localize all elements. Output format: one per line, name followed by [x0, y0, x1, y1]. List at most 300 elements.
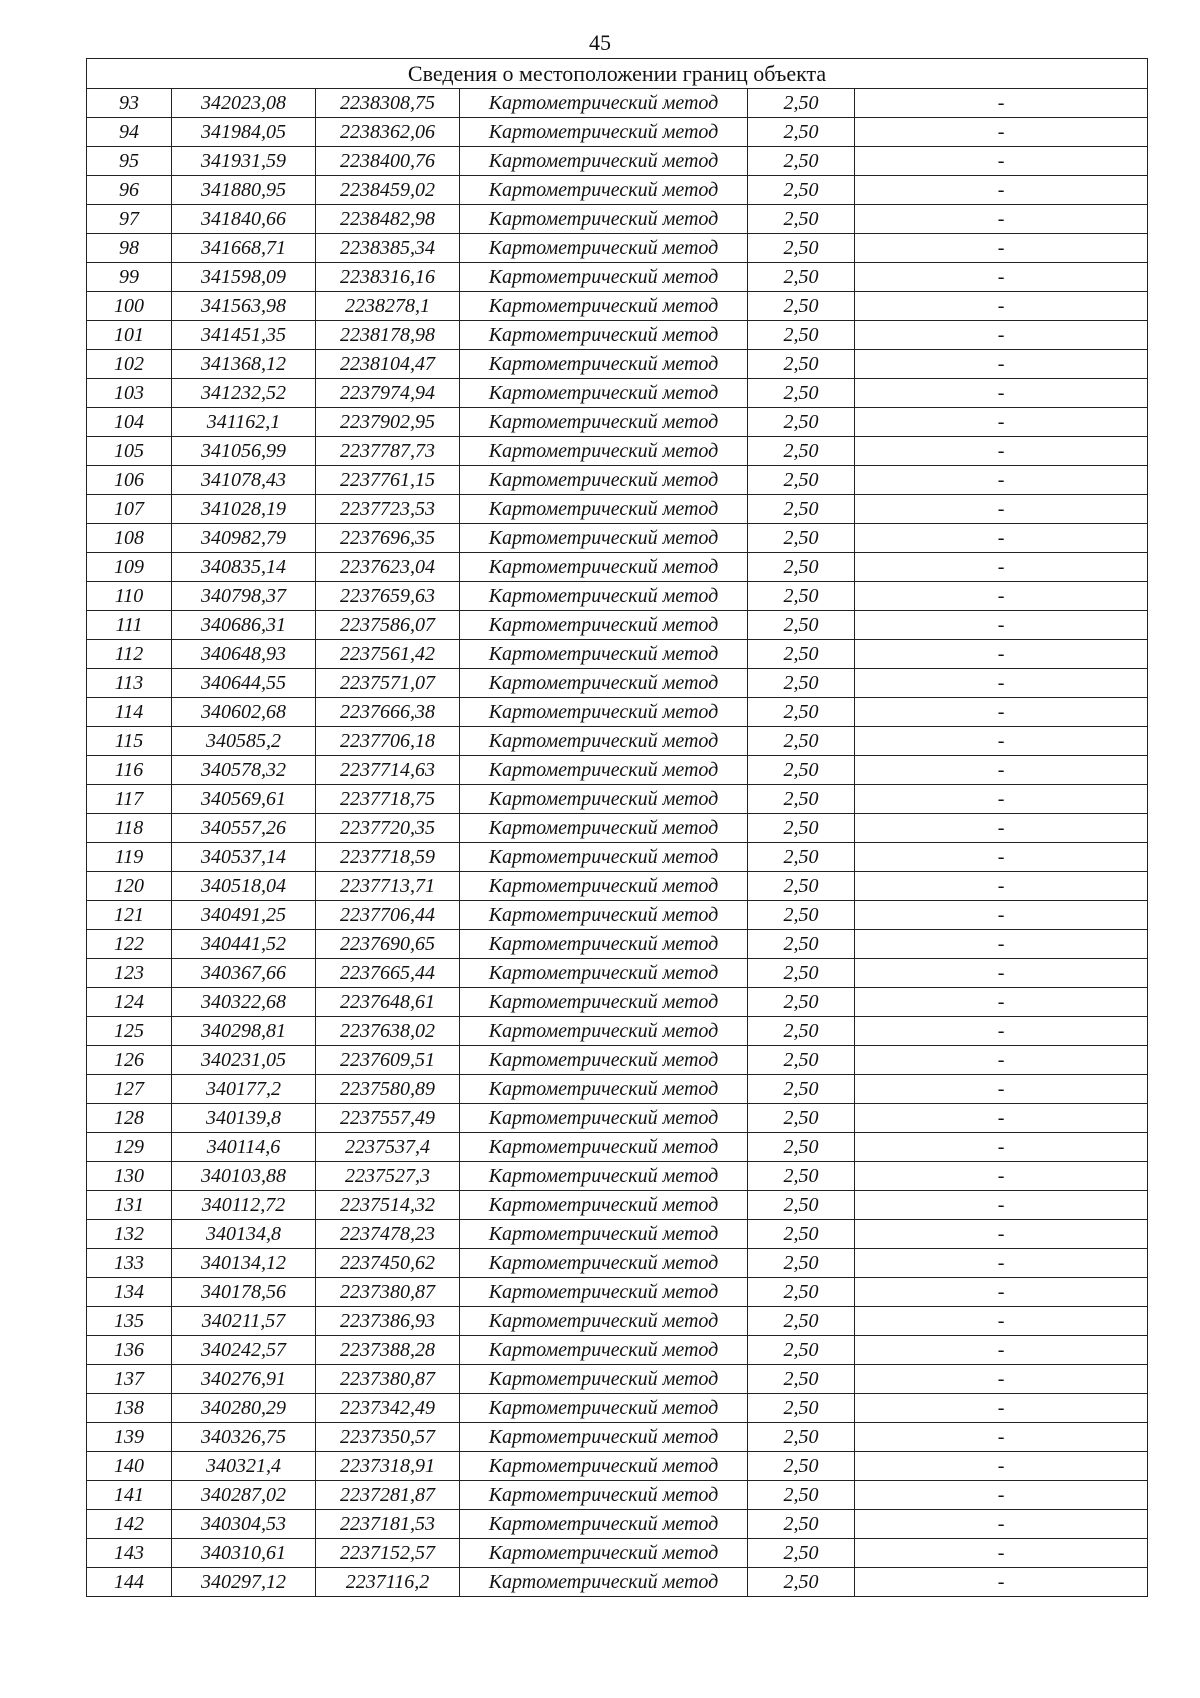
cell-accuracy: 2,50	[748, 756, 855, 785]
cell-accuracy: 2,50	[748, 1191, 855, 1220]
cell-description: -	[855, 1539, 1148, 1568]
cell-coord-x: 340518,04	[172, 872, 316, 901]
cell-coord-y: 2237380,87	[316, 1365, 460, 1394]
table-row	[87, 205, 1148, 234]
cell-point-number: 126	[87, 1046, 172, 1075]
cell-method: Картометрический метод	[460, 669, 748, 698]
cell-description: -	[855, 118, 1148, 147]
cell-point-number: 135	[87, 1307, 172, 1336]
cell-method: Картометрический метод	[460, 553, 748, 582]
cell-coord-x: 340326,75	[172, 1423, 316, 1452]
cell-coord-x: 340242,57	[172, 1336, 316, 1365]
cell-coord-y: 2237648,61	[316, 988, 460, 1017]
cell-point-number: 125	[87, 1017, 172, 1046]
table-row	[87, 1133, 1148, 1162]
table-row	[87, 408, 1148, 437]
cell-accuracy: 2,50	[748, 205, 855, 234]
cell-coord-y: 2238482,98	[316, 205, 460, 234]
cell-description: -	[855, 379, 1148, 408]
cell-point-number: 100	[87, 292, 172, 321]
cell-description: -	[855, 176, 1148, 205]
cell-description: -	[855, 1249, 1148, 1278]
cell-coord-y: 2237761,15	[316, 466, 460, 495]
cell-method: Картометрический метод	[460, 1017, 748, 1046]
cell-coord-x: 341232,52	[172, 379, 316, 408]
table-row	[87, 1510, 1148, 1539]
cell-coord-y: 2237718,75	[316, 785, 460, 814]
cell-coord-x: 340585,2	[172, 727, 316, 756]
cell-coord-y: 2238362,06	[316, 118, 460, 147]
table-row	[87, 350, 1148, 379]
cell-accuracy: 2,50	[748, 118, 855, 147]
cell-coord-y: 2237514,32	[316, 1191, 460, 1220]
table-row	[87, 1191, 1148, 1220]
cell-description: -	[855, 495, 1148, 524]
table-title: Сведения о местоположении границ объекта	[87, 59, 1148, 89]
table-row	[87, 1278, 1148, 1307]
table-row	[87, 1307, 1148, 1336]
cell-accuracy: 2,50	[748, 872, 855, 901]
table-row	[87, 379, 1148, 408]
cell-coord-y: 2237609,51	[316, 1046, 460, 1075]
cell-method: Картометрический метод	[460, 1423, 748, 1452]
cell-method: Картометрический метод	[460, 89, 748, 118]
cell-description: -	[855, 1510, 1148, 1539]
cell-coord-y: 2237380,87	[316, 1278, 460, 1307]
cell-method: Картометрический метод	[460, 1394, 748, 1423]
table-row	[87, 147, 1148, 176]
cell-coord-x: 340644,55	[172, 669, 316, 698]
cell-coord-x: 340276,91	[172, 1365, 316, 1394]
table-row	[87, 1452, 1148, 1481]
cell-coord-x: 341078,43	[172, 466, 316, 495]
cell-method: Картометрический метод	[460, 524, 748, 553]
cell-point-number: 129	[87, 1133, 172, 1162]
cell-point-number: 103	[87, 379, 172, 408]
table-row	[87, 959, 1148, 988]
cell-description: -	[855, 785, 1148, 814]
cell-accuracy: 2,50	[748, 959, 855, 988]
cell-coord-x: 340103,88	[172, 1162, 316, 1191]
cell-coord-x: 340602,68	[172, 698, 316, 727]
cell-accuracy: 2,50	[748, 727, 855, 756]
table-row	[87, 263, 1148, 292]
cell-coord-x: 340304,53	[172, 1510, 316, 1539]
cell-coord-x: 340557,26	[172, 814, 316, 843]
cell-description: -	[855, 89, 1148, 118]
cell-point-number: 106	[87, 466, 172, 495]
cell-coord-y: 2237561,42	[316, 640, 460, 669]
cell-coord-y: 2237718,59	[316, 843, 460, 872]
cell-method: Картометрический метод	[460, 234, 748, 263]
cell-coord-x: 341368,12	[172, 350, 316, 379]
cell-coord-x: 341028,19	[172, 495, 316, 524]
cell-description: -	[855, 321, 1148, 350]
cell-method: Картометрический метод	[460, 1452, 748, 1481]
cell-accuracy: 2,50	[748, 814, 855, 843]
cell-method: Картометрический метод	[460, 292, 748, 321]
cell-coord-y: 2237974,94	[316, 379, 460, 408]
cell-method: Картометрический метод	[460, 930, 748, 959]
cell-accuracy: 2,50	[748, 1104, 855, 1133]
table-row	[87, 669, 1148, 698]
cell-accuracy: 2,50	[748, 321, 855, 350]
cell-point-number: 137	[87, 1365, 172, 1394]
cell-coord-y: 2237116,2	[316, 1568, 460, 1597]
cell-coord-y: 2238278,1	[316, 292, 460, 321]
table-row	[87, 1162, 1148, 1191]
cell-method: Картометрический метод	[460, 1220, 748, 1249]
cell-method: Картометрический метод	[460, 1046, 748, 1075]
cell-point-number: 123	[87, 959, 172, 988]
cell-coord-y: 2237706,44	[316, 901, 460, 930]
cell-description: -	[855, 756, 1148, 785]
cell-point-number: 121	[87, 901, 172, 930]
cell-method: Картометрический метод	[460, 263, 748, 292]
table-row	[87, 466, 1148, 495]
cell-description: -	[855, 524, 1148, 553]
cell-point-number: 144	[87, 1568, 172, 1597]
table-row	[87, 785, 1148, 814]
cell-coord-x: 341563,98	[172, 292, 316, 321]
cell-point-number: 117	[87, 785, 172, 814]
cell-coord-x: 340569,61	[172, 785, 316, 814]
cell-description: -	[855, 408, 1148, 437]
cell-method: Картометрический метод	[460, 1568, 748, 1597]
cell-point-number: 124	[87, 988, 172, 1017]
cell-method: Картометрический метод	[460, 814, 748, 843]
cell-accuracy: 2,50	[748, 1278, 855, 1307]
cell-description: -	[855, 263, 1148, 292]
cell-coord-x: 340280,29	[172, 1394, 316, 1423]
cell-accuracy: 2,50	[748, 611, 855, 640]
table-row	[87, 1104, 1148, 1133]
cell-accuracy: 2,50	[748, 263, 855, 292]
cell-point-number: 120	[87, 872, 172, 901]
cell-method: Картометрический метод	[460, 1510, 748, 1539]
cell-coord-x: 340578,32	[172, 756, 316, 785]
cell-coord-x: 341598,09	[172, 263, 316, 292]
cell-accuracy: 2,50	[748, 1220, 855, 1249]
cell-coord-x: 340982,79	[172, 524, 316, 553]
cell-coord-x: 340298,81	[172, 1017, 316, 1046]
cell-accuracy: 2,50	[748, 89, 855, 118]
cell-description: -	[855, 959, 1148, 988]
cell-coord-y: 2237342,49	[316, 1394, 460, 1423]
cell-method: Картометрический метод	[460, 1075, 748, 1104]
table-row	[87, 1423, 1148, 1452]
cell-coord-x: 340835,14	[172, 553, 316, 582]
cell-accuracy: 2,50	[748, 1452, 855, 1481]
table-row	[87, 727, 1148, 756]
cell-coord-y: 2237720,35	[316, 814, 460, 843]
cell-accuracy: 2,50	[748, 408, 855, 437]
table-row	[87, 234, 1148, 263]
cell-point-number: 136	[87, 1336, 172, 1365]
cell-coord-y: 2237181,53	[316, 1510, 460, 1539]
cell-point-number: 110	[87, 582, 172, 611]
cell-point-number: 131	[87, 1191, 172, 1220]
cell-description: -	[855, 872, 1148, 901]
cell-coord-x: 340648,93	[172, 640, 316, 669]
cell-method: Картометрический метод	[460, 1249, 748, 1278]
cell-coord-y: 2237714,63	[316, 756, 460, 785]
table-row	[87, 872, 1148, 901]
cell-point-number: 138	[87, 1394, 172, 1423]
table-row	[87, 1075, 1148, 1104]
cell-method: Картометрический метод	[460, 321, 748, 350]
cell-description: -	[855, 292, 1148, 321]
cell-method: Картометрический метод	[460, 988, 748, 1017]
cell-accuracy: 2,50	[748, 1481, 855, 1510]
cell-coord-x: 340297,12	[172, 1568, 316, 1597]
table-row	[87, 118, 1148, 147]
cell-accuracy: 2,50	[748, 1249, 855, 1278]
cell-description: -	[855, 1046, 1148, 1075]
cell-accuracy: 2,50	[748, 930, 855, 959]
table-row	[87, 524, 1148, 553]
cell-method: Картометрический метод	[460, 959, 748, 988]
cell-accuracy: 2,50	[748, 495, 855, 524]
page-number: 45	[589, 30, 611, 55]
cell-method: Картометрический метод	[460, 1191, 748, 1220]
cell-method: Картометрический метод	[460, 205, 748, 234]
cell-description: -	[855, 669, 1148, 698]
cell-point-number: 141	[87, 1481, 172, 1510]
boundary-coordinates-table	[86, 58, 1148, 1597]
cell-coord-x: 340287,02	[172, 1481, 316, 1510]
cell-description: -	[855, 466, 1148, 495]
cell-method: Картометрический метод	[460, 1104, 748, 1133]
cell-coord-y: 2237557,49	[316, 1104, 460, 1133]
cell-accuracy: 2,50	[748, 901, 855, 930]
cell-point-number: 94	[87, 118, 172, 147]
cell-description: -	[855, 582, 1148, 611]
table-row	[87, 1539, 1148, 1568]
cell-coord-y: 2237571,07	[316, 669, 460, 698]
cell-coord-y: 2237638,02	[316, 1017, 460, 1046]
cell-description: -	[855, 1423, 1148, 1452]
cell-point-number: 119	[87, 843, 172, 872]
cell-accuracy: 2,50	[748, 698, 855, 727]
cell-point-number: 122	[87, 930, 172, 959]
table-row	[87, 1568, 1148, 1597]
table-row	[87, 553, 1148, 582]
table-row	[87, 292, 1148, 321]
cell-method: Картометрический метод	[460, 1278, 748, 1307]
cell-method: Картометрический метод	[460, 640, 748, 669]
cell-description: -	[855, 1278, 1148, 1307]
table-row	[87, 1365, 1148, 1394]
cell-coord-x: 340537,14	[172, 843, 316, 872]
cell-coord-y: 2237580,89	[316, 1075, 460, 1104]
cell-point-number: 104	[87, 408, 172, 437]
cell-coord-x: 340134,8	[172, 1220, 316, 1249]
cell-accuracy: 2,50	[748, 1133, 855, 1162]
cell-coord-x: 340441,52	[172, 930, 316, 959]
table-row	[87, 321, 1148, 350]
cell-coord-y: 2237152,57	[316, 1539, 460, 1568]
table-row	[87, 1017, 1148, 1046]
cell-accuracy: 2,50	[748, 843, 855, 872]
cell-coord-y: 2237450,62	[316, 1249, 460, 1278]
table-body	[87, 59, 1148, 1597]
table-row	[87, 582, 1148, 611]
cell-description: -	[855, 843, 1148, 872]
cell-method: Картометрический метод	[460, 582, 748, 611]
cell-coord-y: 2237706,18	[316, 727, 460, 756]
cell-point-number: 128	[87, 1104, 172, 1133]
cell-description: -	[855, 1365, 1148, 1394]
cell-method: Картометрический метод	[460, 466, 748, 495]
cell-coord-x: 340310,61	[172, 1539, 316, 1568]
cell-method: Картометрический метод	[460, 872, 748, 901]
cell-description: -	[855, 1017, 1148, 1046]
cell-coord-x: 340177,2	[172, 1075, 316, 1104]
cell-coord-x: 341931,59	[172, 147, 316, 176]
cell-description: -	[855, 1452, 1148, 1481]
cell-method: Картометрический метод	[460, 1162, 748, 1191]
cell-point-number: 140	[87, 1452, 172, 1481]
cell-description: -	[855, 1191, 1148, 1220]
cell-point-number: 139	[87, 1423, 172, 1452]
cell-coord-x: 340491,25	[172, 901, 316, 930]
cell-point-number: 130	[87, 1162, 172, 1191]
cell-coord-y: 2237665,44	[316, 959, 460, 988]
cell-coord-y: 2237696,35	[316, 524, 460, 553]
cell-coord-x: 340231,05	[172, 1046, 316, 1075]
cell-accuracy: 2,50	[748, 1394, 855, 1423]
cell-method: Картометрический метод	[460, 901, 748, 930]
cell-accuracy: 2,50	[748, 582, 855, 611]
cell-point-number: 101	[87, 321, 172, 350]
cell-accuracy: 2,50	[748, 1336, 855, 1365]
cell-point-number: 105	[87, 437, 172, 466]
cell-description: -	[855, 930, 1148, 959]
table-row	[87, 89, 1148, 118]
cell-description: -	[855, 437, 1148, 466]
cell-accuracy: 2,50	[748, 1365, 855, 1394]
cell-point-number: 95	[87, 147, 172, 176]
table-row	[87, 843, 1148, 872]
cell-description: -	[855, 205, 1148, 234]
cell-description: -	[855, 1220, 1148, 1249]
cell-point-number: 143	[87, 1539, 172, 1568]
cell-coord-y: 2237318,91	[316, 1452, 460, 1481]
cell-description: -	[855, 1307, 1148, 1336]
cell-point-number: 111	[87, 611, 172, 640]
cell-description: -	[855, 640, 1148, 669]
cell-method: Картометрический метод	[460, 1481, 748, 1510]
cell-accuracy: 2,50	[748, 147, 855, 176]
cell-accuracy: 2,50	[748, 524, 855, 553]
cell-description: -	[855, 147, 1148, 176]
cell-coord-x: 341162,1	[172, 408, 316, 437]
cell-accuracy: 2,50	[748, 234, 855, 263]
cell-method: Картометрический метод	[460, 1539, 748, 1568]
cell-accuracy: 2,50	[748, 1510, 855, 1539]
cell-method: Картометрический метод	[460, 408, 748, 437]
cell-method: Картометрический метод	[460, 698, 748, 727]
cell-method: Картометрический метод	[460, 379, 748, 408]
table-row	[87, 1249, 1148, 1278]
cell-point-number: 114	[87, 698, 172, 727]
cell-coord-y: 2238459,02	[316, 176, 460, 205]
cell-method: Картометрический метод	[460, 118, 748, 147]
cell-coord-y: 2238308,75	[316, 89, 460, 118]
cell-coord-y: 2237659,63	[316, 582, 460, 611]
cell-point-number: 134	[87, 1278, 172, 1307]
cell-coord-y: 2238104,47	[316, 350, 460, 379]
cell-coord-y: 2237902,95	[316, 408, 460, 437]
cell-point-number: 112	[87, 640, 172, 669]
cell-coord-x: 340178,56	[172, 1278, 316, 1307]
cell-accuracy: 2,50	[748, 466, 855, 495]
cell-coord-x: 340367,66	[172, 959, 316, 988]
cell-accuracy: 2,50	[748, 553, 855, 582]
cell-description: -	[855, 814, 1148, 843]
cell-coord-y: 2237281,87	[316, 1481, 460, 1510]
cell-coord-x: 340134,12	[172, 1249, 316, 1278]
cell-coord-y: 2237690,65	[316, 930, 460, 959]
cell-coord-y: 2237723,53	[316, 495, 460, 524]
cell-point-number: 108	[87, 524, 172, 553]
cell-accuracy: 2,50	[748, 1539, 855, 1568]
table-row	[87, 698, 1148, 727]
cell-accuracy: 2,50	[748, 1075, 855, 1104]
cell-method: Картометрический метод	[460, 785, 748, 814]
table-row	[87, 611, 1148, 640]
cell-method: Картометрический метод	[460, 350, 748, 379]
cell-coord-x: 340112,72	[172, 1191, 316, 1220]
cell-coord-x: 340322,68	[172, 988, 316, 1017]
cell-coord-y: 2238178,98	[316, 321, 460, 350]
cell-description: -	[855, 234, 1148, 263]
cell-point-number: 99	[87, 263, 172, 292]
cell-coord-x: 341451,35	[172, 321, 316, 350]
cell-coord-x: 341056,99	[172, 437, 316, 466]
cell-accuracy: 2,50	[748, 1307, 855, 1336]
cell-coord-y: 2237478,23	[316, 1220, 460, 1249]
table-title-row	[87, 59, 1148, 89]
cell-accuracy: 2,50	[748, 1568, 855, 1597]
cell-coord-y: 2237537,4	[316, 1133, 460, 1162]
cell-description: -	[855, 611, 1148, 640]
cell-point-number: 115	[87, 727, 172, 756]
cell-method: Картометрический метод	[460, 843, 748, 872]
cell-accuracy: 2,50	[748, 437, 855, 466]
cell-coord-x: 340139,8	[172, 1104, 316, 1133]
cell-coord-y: 2237787,73	[316, 437, 460, 466]
cell-description: -	[855, 1568, 1148, 1597]
cell-coord-x: 341880,95	[172, 176, 316, 205]
cell-coord-y: 2237527,3	[316, 1162, 460, 1191]
cell-point-number: 118	[87, 814, 172, 843]
cell-point-number: 116	[87, 756, 172, 785]
cell-coord-x: 341840,66	[172, 205, 316, 234]
table-row	[87, 495, 1148, 524]
table-row	[87, 756, 1148, 785]
cell-method: Картометрический метод	[460, 495, 748, 524]
cell-accuracy: 2,50	[748, 379, 855, 408]
table-row	[87, 1394, 1148, 1423]
cell-method: Картометрический метод	[460, 1365, 748, 1394]
cell-coord-y: 2238400,76	[316, 147, 460, 176]
cell-point-number: 127	[87, 1075, 172, 1104]
cell-description: -	[855, 698, 1148, 727]
cell-coord-y: 2237586,07	[316, 611, 460, 640]
cell-accuracy: 2,50	[748, 669, 855, 698]
